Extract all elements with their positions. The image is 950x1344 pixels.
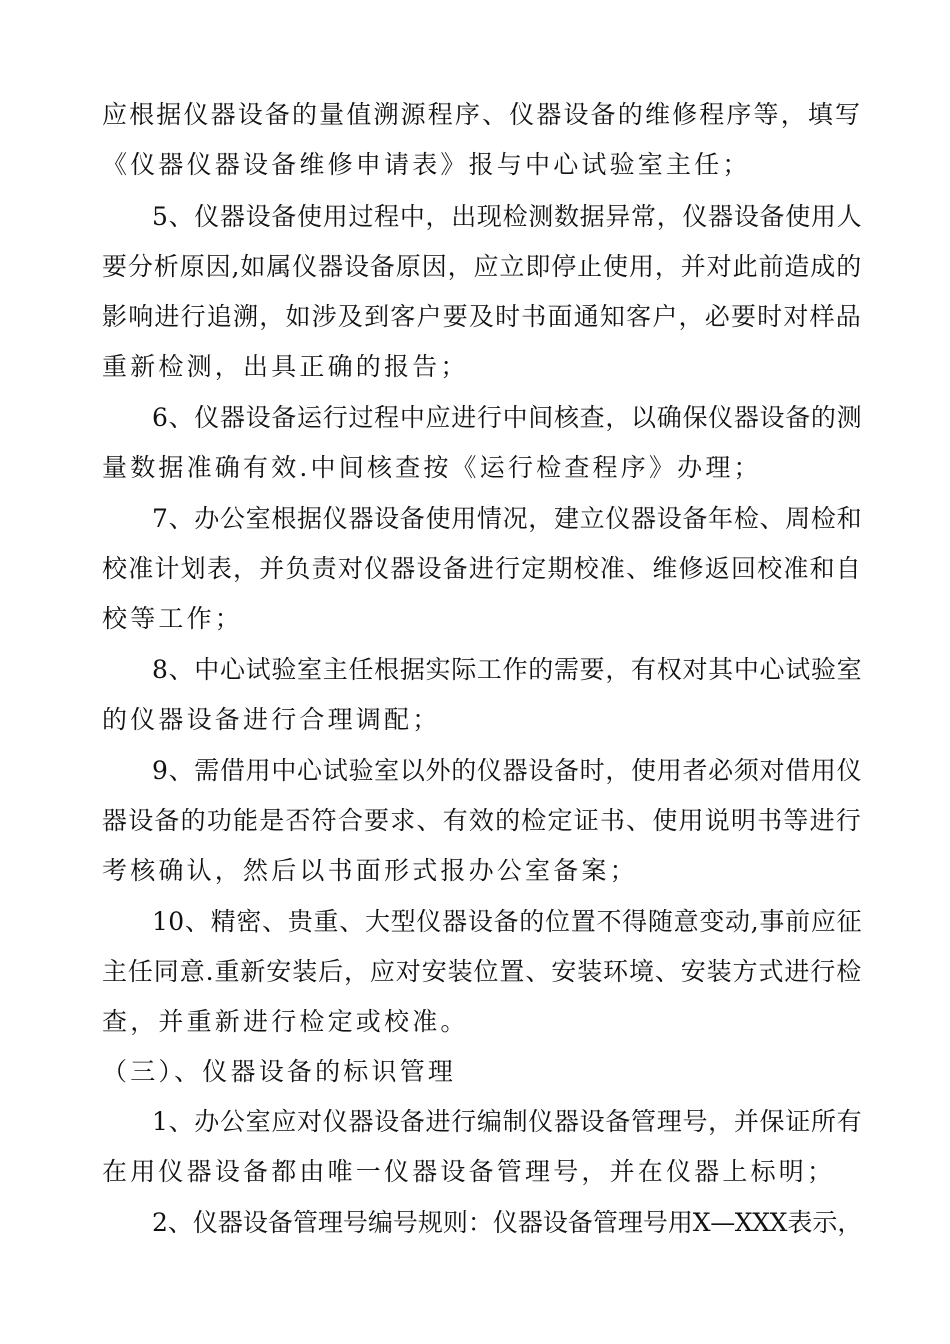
text-line: 8、中心试验室主任根据实际工作的需要，有权对其中心试验室 [152,655,862,684]
text-line: 影响进行追溯，如涉及到客户要及时书面通知客户，必要时对样品 [102,302,862,331]
text-line: 9、需借用中心试验室以外的仪器设备时，使用者必须对借用仪 [152,756,862,785]
text-line: 5、仪器设备使用过程中，出现检测数据异常，仪器设备使用人 [152,202,862,231]
text-line: 量数据准确有效.中间核查按《运行检查程序》办理； [102,453,762,482]
text-line: 校等工作； [102,604,244,633]
text-line: 的仪器设备进行合理调配； [102,705,441,734]
text-line: 查，并重新进行检定或校准。 [102,1007,469,1036]
text-line: 主任同意.重新安装后，应对安装位置、安装环境、安装方式进行检 [102,957,862,986]
text-line: 6、仪器设备运行过程中应进行中间核查，以确保仪器设备的测 [152,403,862,432]
text-line: 应根据仪器设备的量值溯源程序、仪器设备的维修程序等，填写 [102,100,862,129]
text-line: 7、办公室根据仪器设备使用情况，建立仪器设备年检、周检和 [152,504,862,533]
text-line: 重新检测，出具正确的报告； [102,352,469,381]
text-line: 器设备的功能是否符合要求、有效的检定证书、使用说明书等进行 [102,806,862,835]
section-heading: （三）、仪器设备的标识管理 [102,1057,457,1086]
text-line: 在用仪器设备都由唯一仪器设备管理号，并在仪器上标明； [102,1157,836,1186]
text-line: 1、办公室应对仪器设备进行编制仪器设备管理号，并保证所有 [152,1107,862,1136]
text-line: 考核确认，然后以书面形式报办公室备案； [102,856,638,885]
text-line: 10、精密、贵重、大型仪器设备的位置不得随意变动,事前应征 [152,907,862,936]
text-line: 校准计划表，并负责对仪器设备进行定期校准、维修返回校准和自 [102,554,862,583]
text-line: 《仪器仪器设备维修申请表》报与中心试验室主任； [102,150,751,179]
text-line: 2、仪器设备管理号编号规则：仪器设备管理号用X—XXX表示， [152,1208,862,1237]
text-line: 要分析原因,如属仪器设备原因，应立即停止使用，并对此前造成的 [102,252,862,281]
